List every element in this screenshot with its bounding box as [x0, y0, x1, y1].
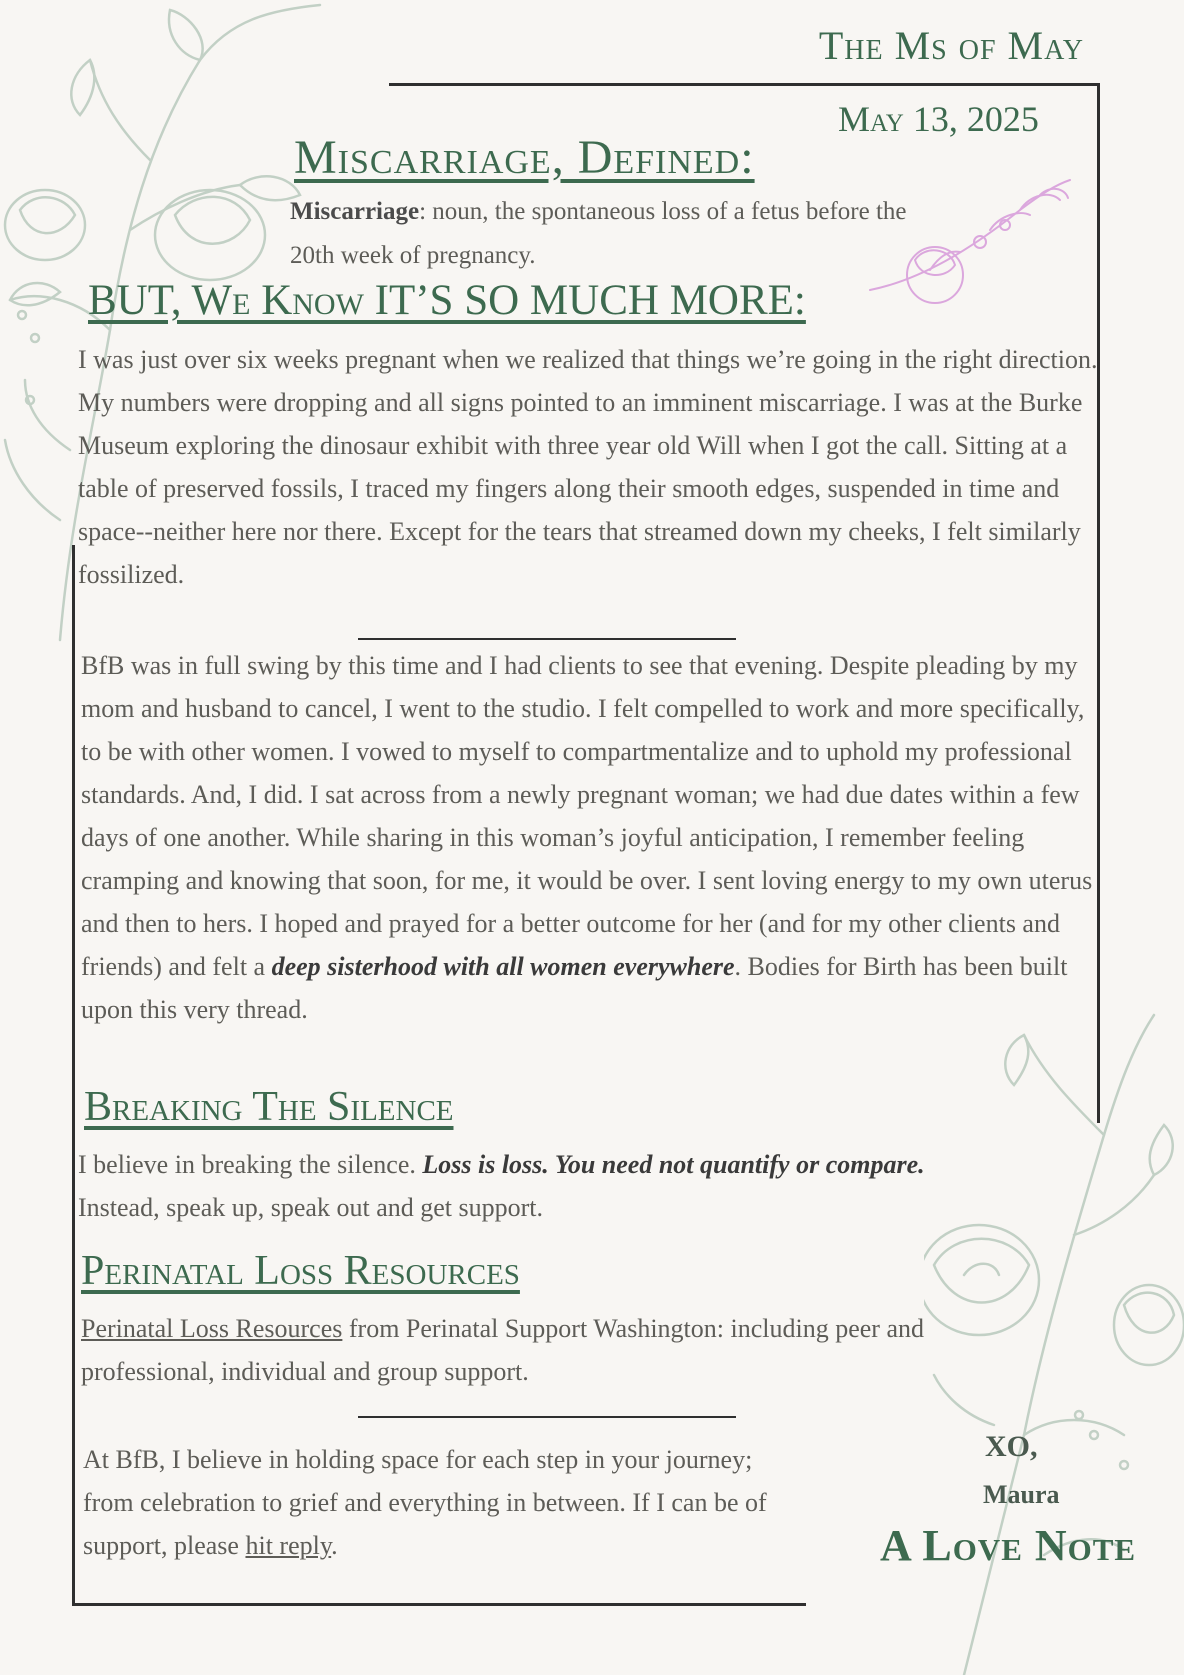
- story-paragraph-2-emphasis: deep sisterhood with all women everywhere: [271, 952, 735, 981]
- closing-paragraph: [83, 1438, 783, 1567]
- definition-body: : noun, the spontaneous loss of a fetus before the 20th week of pregnancy.: [290, 198, 907, 269]
- section-divider: [358, 638, 736, 640]
- closing-text-end: .: [331, 1531, 338, 1560]
- definition-text: [290, 190, 930, 278]
- resources-paragraph: [81, 1307, 941, 1393]
- frame-top-line: [389, 83, 1099, 86]
- silence-text-start: I believe in breaking the silence.: [78, 1150, 423, 1179]
- story-paragraph-2: [81, 644, 1101, 1031]
- definition-heading: Miscarriage, Defined:: [294, 131, 755, 184]
- silence-paragraph: [78, 1143, 938, 1229]
- issue-date: May 13, 2025: [838, 99, 1039, 139]
- definition-term: Miscarriage: [290, 198, 420, 225]
- more-heading: BUT, We Know IT’S SO MUCH MORE:: [88, 277, 806, 324]
- section-divider-2: [358, 1416, 736, 1418]
- signature-name: Maura: [983, 1480, 1060, 1509]
- footer-title: A Love Note: [880, 1521, 1137, 1570]
- signoff: XO,: [985, 1430, 1038, 1463]
- silence-heading: Breaking The Silence: [84, 1084, 454, 1130]
- story-paragraph-2-end: . Bodies for Birth has been built upon this very thread.: [81, 952, 1068, 1024]
- newsletter-title: The Ms of May: [818, 23, 1084, 68]
- closing-text-start: At BfB, I believe in holding space for each step in your journey; from celebration to grief and everything in between. If I can be of support, please: [83, 1445, 767, 1560]
- resources-heading: Perinatal Loss Resources: [81, 1248, 520, 1294]
- story-paragraph-1: I was just over six weeks pregnant when we realized that things we’re going in the right direction. My numbers were dropping and all signs pointed to an imminent miscarriage. I was at the Burke Museum exploring the dinosaur exhibit with three year old Will when I got the call. Sitting at a table of preserved fossils, I traced my fingers along their smooth edges, suspended in time and space--neither here nor there. Except for the tears that streamed down my cheeks, I felt similarly fossilized.: [78, 345, 1098, 589]
- frame-bottom-line: [72, 1603, 806, 1606]
- silence-text-end: Instead, speak up, speak out and get support.: [78, 1193, 544, 1222]
- resources-link[interactable]: Perinatal Loss Resources: [81, 1314, 343, 1343]
- floral-branch-bottom-right-icon: [924, 995, 1184, 1675]
- frame-left-line: [72, 545, 75, 1606]
- hit-reply-link[interactable]: hit reply: [245, 1531, 332, 1560]
- silence-emphasis: Loss is loss. You need not quantify or compare.: [422, 1150, 925, 1179]
- resources-text: from Perinatal Support Washington: including peer and professional, individual and group support.: [81, 1314, 924, 1386]
- story-paragraph-2-start: BfB was in full swing by this time and I had clients to see that evening. Despite pleading by my mom and husband to cancel, I went to the studio. I felt compelled to work and more specifically, to be with other women. I vowed to myself to compartmentalize and to uphold my professional standards. And, I did. I sat across from a newly pregnant woman; we had due dates within a few days of one another. While sharing in this woman’s joyful anticipation, I remember feeling cramping and knowing that soon, for me, it would be over. I sent loving energy to my own uterus and then to hers. I hoped and prayed for a better outcome for her (and for my other clients and friends) and felt a: [81, 651, 1093, 981]
